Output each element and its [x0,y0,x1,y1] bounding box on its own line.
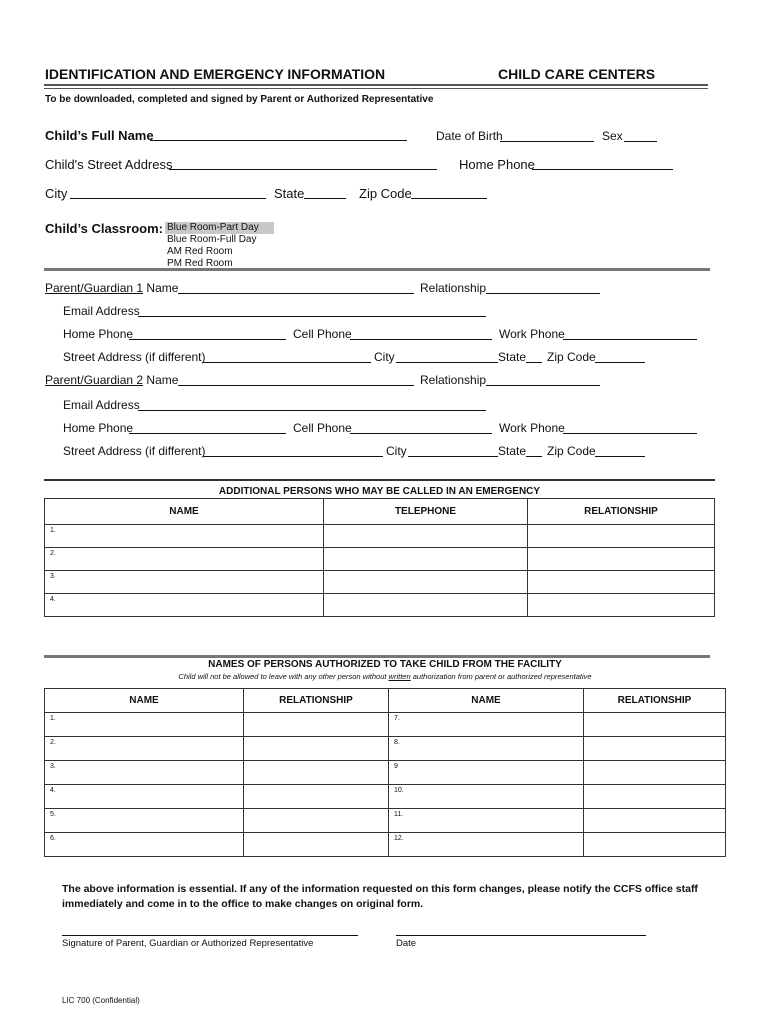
guardian2-home-phone-field[interactable] [129,421,286,434]
table-row [45,594,715,617]
emergency-phone-cell[interactable] [324,548,528,571]
authorized-col-rel2: RELATIONSHIP [584,689,726,713]
footer-notice: The above information is essential. If any of the information requested on this form changes, please notify the CCFS office staff immediately and come in to the office to make changes on original form. [62,883,698,910]
authorized-rel-cell[interactable] [584,785,726,809]
dob-field[interactable] [500,129,594,142]
emergency-rel-cell[interactable] [528,594,715,617]
guardian2-zip-field[interactable] [595,444,645,457]
guardian2-state-label: State [498,444,527,458]
guardian2-street-label: Street Address (if different) [63,444,206,458]
classroom-listbox[interactable] [165,222,274,266]
guardian2-relationship-field[interactable] [486,373,600,386]
guardian2-cell-field[interactable] [350,421,492,434]
authorized-table [44,688,726,857]
emergency-name-cell[interactable]: 4. [45,594,324,617]
guardian2-city-field[interactable] [408,444,498,457]
sex-field[interactable] [624,129,657,142]
authorized-rel-cell[interactable] [584,713,726,737]
child-zip-label: Zip Code [359,186,412,201]
guardian1-zip-label: Zip Code [547,350,596,364]
authorized-name-cell[interactable]: 8. [389,737,584,761]
authorized-rel-cell[interactable] [244,809,389,833]
authorized-name-cell[interactable]: 12. [389,833,584,857]
authorized-note-pre: Child will not be allowed to leave with any other person without [178,672,389,681]
guardian2-heading: Parent/Guardian 2 [45,373,144,387]
authorized-title: NAMES OF PERSONS AUTHORIZED TO TAKE CHILD FROM THE FACILITY [208,659,562,670]
form-id: LIC 700 (Confidential) [62,996,140,1005]
emergency-rel-cell[interactable] [528,548,715,571]
emergency-rel-cell[interactable] [528,525,715,548]
child-name-label: Child’s Full Name [45,128,154,143]
authorized-col-rel: RELATIONSHIP [244,689,389,713]
emergency-col-phone: TELEPHONE [324,499,528,525]
authorized-rel-cell[interactable] [244,737,389,761]
guardian1-street-label: Street Address (if different) [63,350,206,364]
authorized-rel-cell[interactable] [584,833,726,857]
emergency-table [44,498,715,617]
guardian1-home-phone-label: Home Phone [63,327,134,341]
table-row [45,737,726,761]
authorized-name-cell[interactable]: 9 [389,761,584,785]
authorized-col-name2: NAME [389,689,584,713]
guardian1-zip-field[interactable] [595,350,645,363]
authorized-name-cell[interactable]: 1. [45,713,244,737]
authorized-name-cell[interactable]: 11. [389,809,584,833]
authorized-name-cell[interactable]: 2. [45,737,244,761]
guardian2-name-field[interactable] [178,373,414,386]
authorized-note-post: authorization from parent or authorized representative [410,672,592,681]
authorized-col-name: NAME [45,689,244,713]
date-line[interactable] [396,935,646,936]
guardian1-relationship-label: Relationship [420,281,487,295]
child-street-field[interactable] [169,157,437,170]
guardian2-zip-label: Zip Code [547,444,596,458]
guardian1-city-label: City [374,350,395,364]
authorized-rel-cell[interactable] [584,761,726,785]
guardian1-cell-field[interactable] [350,327,492,340]
classroom-label: Child’s Classroom: [45,221,163,236]
authorized-rel-cell[interactable] [244,833,389,857]
emergency-name-cell[interactable]: 1. [45,525,324,548]
authorized-rel-cell[interactable] [244,713,389,737]
child-name-field[interactable] [150,128,407,141]
emergency-title: ADDITIONAL PERSONS WHO MAY BE CALLED IN AN EMERGENCY [218,486,541,497]
authorized-rel-cell[interactable] [244,761,389,785]
authorized-note [44,672,726,681]
child-city-label: City [45,186,68,201]
emergency-rel-cell[interactable] [528,571,715,594]
guardian1-relationship-field[interactable] [486,281,600,294]
guardian2-work-label: Work Phone [499,421,565,435]
child-zip-field[interactable] [411,186,487,199]
header-rule-thin [44,88,708,89]
guardian1-home-phone-field[interactable] [129,327,286,340]
guardian2-city-label: City [386,444,407,458]
guardian2-state-field[interactable] [526,444,542,457]
guardian1-city-field[interactable] [396,350,498,363]
child-state-field[interactable] [304,186,346,199]
table-row [45,548,715,571]
authorized-name-cell[interactable]: 3. [45,761,244,785]
authorized-rel-cell[interactable] [584,809,726,833]
guardian2-email-field[interactable] [138,398,486,411]
emergency-rule [44,479,715,481]
guardian1-heading: Parent/Guardian 1 [45,281,144,295]
guardian2-cell-label: Cell Phone [293,421,352,435]
authorized-name-cell[interactable]: 6. [45,833,244,857]
table-row [45,713,726,737]
child-home-phone-label: Home Phone [459,157,535,172]
guardian1-email-label: Email Address [63,304,140,318]
sex-label: Sex [602,129,623,143]
classroom-option[interactable]: Blue Room-Full Day [167,234,257,245]
emergency-phone-cell[interactable] [324,571,528,594]
guardian1-heading-row [45,281,178,295]
guardian1-work-label: Work Phone [499,327,565,341]
guardian1-email-field[interactable] [138,304,486,317]
authorized-rel-cell[interactable] [584,737,726,761]
child-street-label: Child's Street Address [45,157,173,172]
emergency-phone-cell[interactable] [324,594,528,617]
guardian2-home-phone-label: Home Phone [63,421,134,435]
child-home-phone-field[interactable] [532,157,673,170]
child-state-label: State [274,186,305,201]
section-divider [44,268,710,271]
authorized-name-cell[interactable]: 4. [45,785,244,809]
emergency-phone-cell[interactable] [324,525,528,548]
form-right-title: CHILD CARE CENTERS [498,66,656,82]
authorized-note-written: written [388,672,411,681]
classroom-option[interactable]: PM Red Room [167,258,233,266]
form-title: IDENTIFICATION AND EMERGENCY INFORMATION [45,66,386,82]
child-city-field[interactable] [70,186,266,199]
guardian2-heading-row [45,373,178,387]
guardian2-relationship-label: Relationship [420,373,487,387]
authorized-rel-cell[interactable] [244,785,389,809]
table-row [45,809,726,833]
authorized-rule [44,655,710,658]
emergency-col-rel: RELATIONSHIP [528,499,715,525]
guardian2-street-field[interactable] [203,444,383,457]
authorized-name-cell[interactable]: 10. [389,785,584,809]
emergency-name-cell[interactable]: 2. [45,548,324,571]
guardian1-state-field[interactable] [526,350,542,363]
emergency-name-cell[interactable]: 3. [45,571,324,594]
form-subtitle: To be downloaded, completed and signed by Parent or Authorized Representative [45,94,434,105]
guardian1-name-label: Name [146,281,179,295]
guardian2-name-label: Name [146,373,179,387]
table-row [45,761,726,785]
guardian1-cell-label: Cell Phone [293,327,352,341]
guardian1-state-label: State [498,350,527,364]
guardian1-work-field[interactable] [563,327,697,340]
guardian1-name-field[interactable] [178,281,414,294]
authorized-name-cell[interactable]: 5. [45,809,244,833]
signature-line[interactable] [62,935,358,936]
dob-label: Date of Birth [436,129,503,143]
table-row [45,525,715,548]
classroom-option[interactable]: AM Red Room [167,246,233,257]
classroom-option[interactable]: Blue Room-Part Day [165,222,274,234]
table-row [45,785,726,809]
table-row [45,571,715,594]
signature-label: Signature of Parent, Guardian or Authorized Representative [62,938,314,949]
guardian2-email-label: Email Address [63,398,140,412]
header-rule [44,84,708,86]
authorized-name-cell[interactable]: 7. [389,713,584,737]
table-row [45,833,726,857]
guardian1-street-field[interactable] [203,350,371,363]
emergency-col-name: NAME [45,499,324,525]
date-label: Date [396,938,417,949]
guardian2-work-field[interactable] [563,421,697,434]
